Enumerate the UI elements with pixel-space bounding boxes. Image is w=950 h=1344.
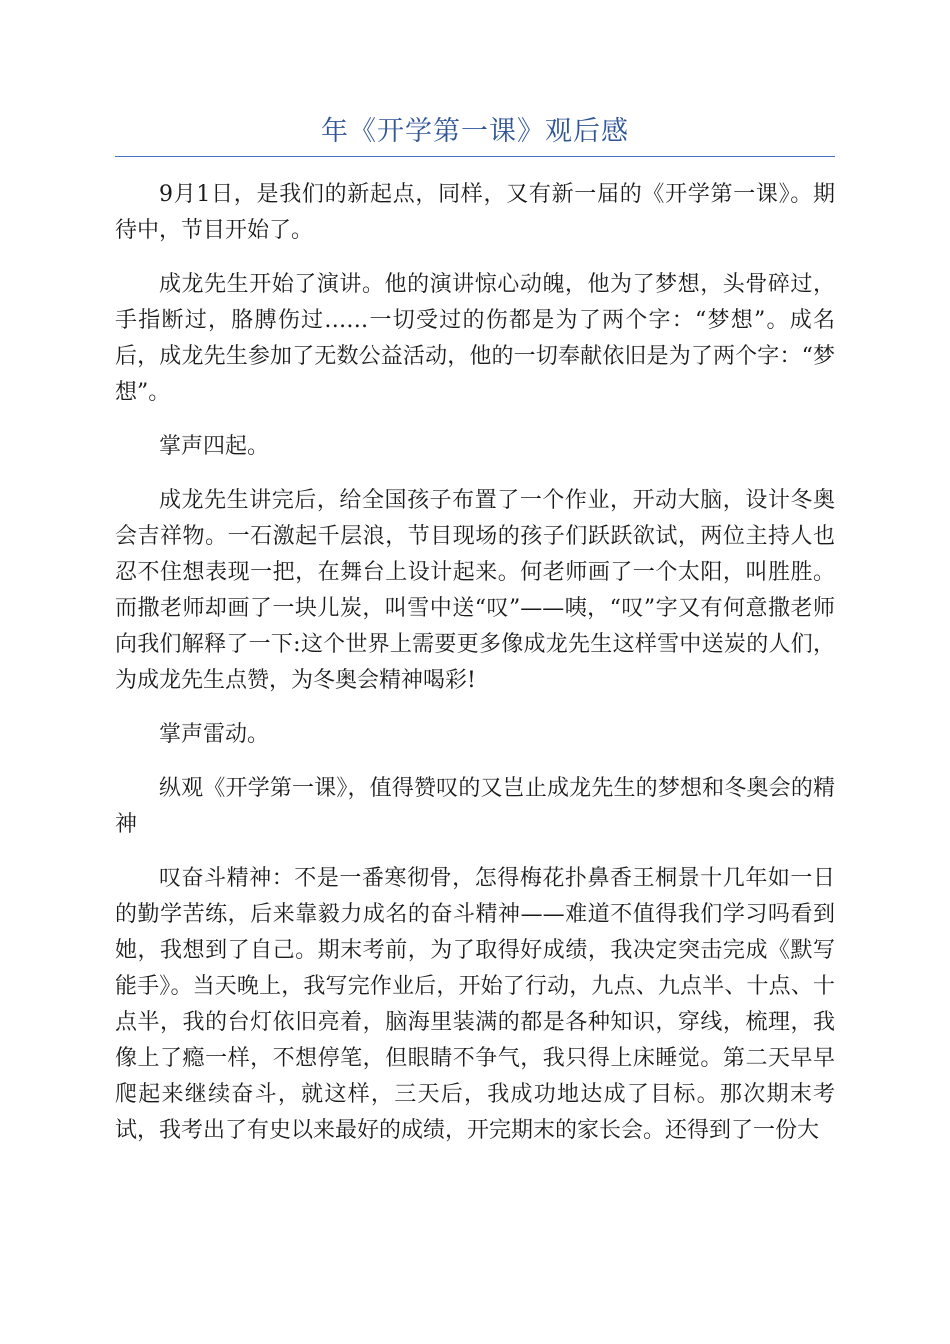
paragraph-4: 成龙先生讲完后，给全国孩子布置了一个作业，开动大脑，设计冬奥会吉祥物。一石激起千层浪，节目现场的孩子们跃跃欲试，两位主持人也忍不住想表现一把，在舞台上设计起来。何老师画了一个太阳，叫胜胜。而撒老师却画了一块儿炭，叫雪中送“叹”——咦，“叹”字又有何意撒老师向我们解释了一下:这个世界上需要更多像成龙先生这样雪中送炭的人们，为成龙先生点赞，为冬奥会精神喝彩! bbox=[115, 488, 835, 693]
document-page bbox=[115, 112, 835, 1167]
title-underline bbox=[115, 156, 835, 157]
paragraph-2: 成龙先生开始了演讲。他的演讲惊心动魄，他为了梦想，头骨碎过，手指断过，胳膊伤过……一切受过的伤都是为了两个字：“梦想”。成名后，成龙先生参加了无数公益活动，他的一切奉献依旧是为了两个字：“梦想”。 bbox=[115, 272, 835, 405]
paragraph-6: 纵观《开学第一课》，值得赞叹的又岂止成龙先生的梦想和冬奥会的精神 bbox=[115, 776, 835, 837]
paragraph-7: 叹奋斗精神：不是一番寒彻骨，怎得梅花扑鼻香王桐景十几年如一日的勤学苦练，后来靠毅力成名的奋斗精神——难道不值得我们学习吗看到她，我想到了自己。期末考前，为了取得好成绩，我决定突击完成《默写能手》。当天晚上，我写完作业后，开始了行动，九点、九点半、十点、十点半，我的台灯依旧亮着，脑海里装满的都是各种知识，穿线，梳理，我像上了瘾一样，不想停笔，但眼睛不争气，我只得上床睡觉。第二天早早爬起来继续奋斗，就这样，三天后，我成功地达成了目标。那次期末考试，我考出了有史以来最好的成绩，开完期末的家长会。还得到了一份大 bbox=[115, 866, 835, 1143]
paragraph-1: 9月1日，是我们的新起点，同样，又有新一届的《开学第一课》。期待中，节目开始了。 bbox=[115, 182, 835, 243]
paragraph-3: 掌声四起。 bbox=[159, 434, 270, 459]
paragraph-5: 掌声雷动。 bbox=[159, 722, 270, 747]
document-title: 年《开学第一课》观后感 bbox=[321, 116, 629, 147]
